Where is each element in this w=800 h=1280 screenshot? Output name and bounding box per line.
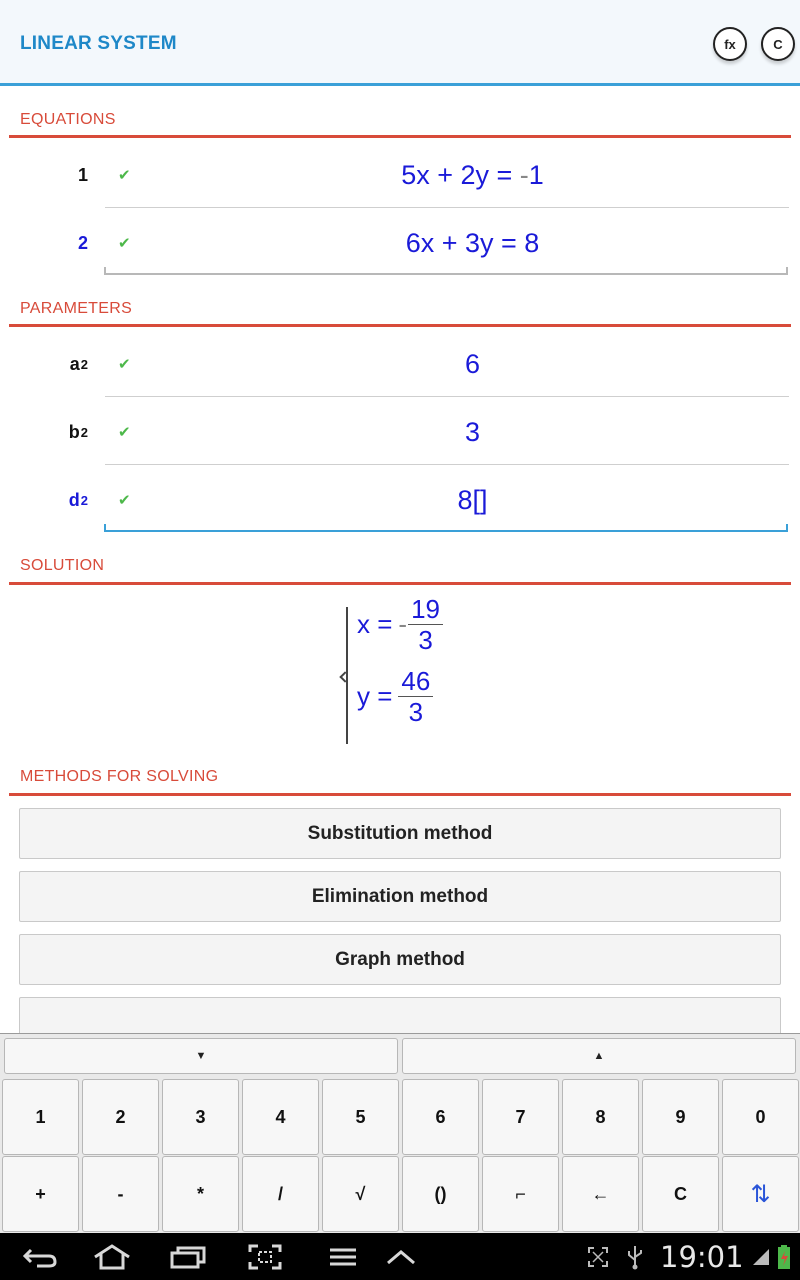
parameter-base: b [68, 421, 80, 442]
solution-x-sign: - [398, 609, 408, 639]
action-bar [0, 0, 800, 86]
solution-x-fraction [408, 594, 443, 655]
key-5[interactable]: 5 [322, 1079, 399, 1155]
equation-number: 1 [77, 164, 88, 185]
key-1[interactable]: 1 [2, 1079, 79, 1155]
parameters-header: PARAMETERS [20, 300, 133, 317]
parameters-bracket [104, 524, 788, 532]
equation-rhs: 1 [528, 159, 544, 190]
parameter-base: a [69, 353, 80, 374]
fraction-numerator: 19 [408, 594, 443, 625]
solution-x [357, 594, 443, 655]
graph-method-button[interactable]: Graph method [19, 934, 781, 985]
menu-icon[interactable] [326, 1233, 360, 1280]
signal-icon [750, 1233, 772, 1280]
row-divider [105, 396, 789, 397]
key-multiply[interactable]: * [162, 1156, 239, 1232]
key-2[interactable]: 2 [82, 1079, 159, 1155]
equations-rule [9, 135, 791, 138]
row-divider [105, 464, 789, 465]
check-icon: ✔ [118, 235, 131, 252]
back-icon[interactable] [20, 1233, 60, 1280]
equation-lhs: 5x + 2y = [401, 159, 520, 190]
key-plus[interactable]: + [2, 1156, 79, 1232]
fraction-numerator: 46 [398, 666, 433, 697]
solution-rule [9, 582, 791, 585]
system-nav-bar [0, 1233, 800, 1280]
fraction-denominator: 3 [418, 625, 433, 655]
app-title: LINEAR SYSTEM [20, 33, 177, 54]
methods-header: METHODS FOR SOLVING [20, 768, 219, 785]
previous-field-button[interactable]: ▼ [4, 1038, 398, 1074]
key-8[interactable]: 8 [562, 1079, 639, 1155]
parameter-label [50, 466, 88, 534]
parameter-value[interactable]: 6 [464, 348, 481, 379]
key-9[interactable]: 9 [642, 1079, 719, 1155]
key-parentheses[interactable]: () [402, 1156, 479, 1232]
screen-rotation-icon [585, 1233, 611, 1280]
key-enter[interactable]: ⌐ [482, 1156, 559, 1232]
key-clear[interactable]: C [642, 1156, 719, 1232]
check-icon: ✔ [118, 424, 131, 441]
key-minus[interactable]: - [82, 1156, 159, 1232]
next-field-button[interactable]: ▲ [402, 1038, 796, 1074]
equation-value[interactable] [145, 141, 800, 209]
parameter-row-b2[interactable] [0, 398, 800, 466]
system-brace [346, 607, 349, 744]
substitution-method-button[interactable]: Substitution method [19, 808, 781, 859]
parameter-base: d [68, 489, 80, 510]
elimination-method-button[interactable]: Elimination method [19, 871, 781, 922]
parameter-label [50, 330, 88, 398]
methods-rule [9, 793, 791, 796]
usb-icon [624, 1233, 646, 1280]
check-icon: ✔ [118, 167, 131, 184]
solution-y [357, 666, 433, 727]
parameter-subscript: 2 [80, 424, 88, 440]
recent-apps-icon[interactable] [168, 1233, 208, 1280]
key-divide[interactable]: / [242, 1156, 319, 1232]
parameters-rule [9, 324, 791, 327]
clear-all-button[interactable]: C [761, 27, 795, 61]
methods-scroll-clip [0, 990, 800, 1033]
equation-number: 2 [77, 232, 88, 253]
fraction-denominator: 3 [408, 697, 424, 727]
parameter-subscript: 2 [80, 492, 88, 508]
battery-charging-icon [776, 1233, 792, 1280]
parameter-value[interactable]: 3 [464, 416, 481, 447]
row-divider [105, 207, 789, 208]
solution-y-var: y = [357, 681, 393, 711]
solution-y-fraction [398, 666, 433, 727]
parameter-row-a2[interactable] [0, 330, 800, 398]
chevron-up-icon[interactable] [384, 1233, 418, 1280]
functions-button[interactable]: fx [713, 27, 747, 61]
keyboard [0, 1033, 800, 1233]
equations-bracket [104, 267, 788, 275]
key-backspace[interactable]: ← [562, 1156, 639, 1232]
parameter-label [50, 398, 88, 466]
solution-x-var: x = [357, 609, 393, 639]
check-icon: ✔ [118, 492, 131, 509]
parameter-value-input[interactable]: 8[] [457, 484, 488, 515]
home-icon[interactable] [90, 1233, 134, 1280]
equation-rhs-sign: - [519, 159, 529, 190]
solution-header: SOLUTION [20, 557, 105, 574]
key-3[interactable]: 3 [162, 1079, 239, 1155]
check-icon: ✔ [118, 356, 131, 373]
equation-lhs: 6x + 3y = 8 [405, 227, 540, 258]
key-7[interactable]: 7 [482, 1079, 559, 1155]
key-4[interactable]: 4 [242, 1079, 319, 1155]
clock: 19:01 [660, 1239, 744, 1274]
equation-row-1[interactable] [0, 141, 800, 209]
key-toggle-keyboard[interactable]: ⇅ [722, 1156, 799, 1232]
screenshot-icon[interactable] [245, 1233, 285, 1280]
key-6[interactable]: 6 [402, 1079, 479, 1155]
parameter-subscript: 2 [80, 356, 88, 372]
equations-header: EQUATIONS [20, 111, 116, 128]
key-sqrt[interactable]: √ [322, 1156, 399, 1232]
key-0[interactable]: 0 [722, 1079, 799, 1155]
